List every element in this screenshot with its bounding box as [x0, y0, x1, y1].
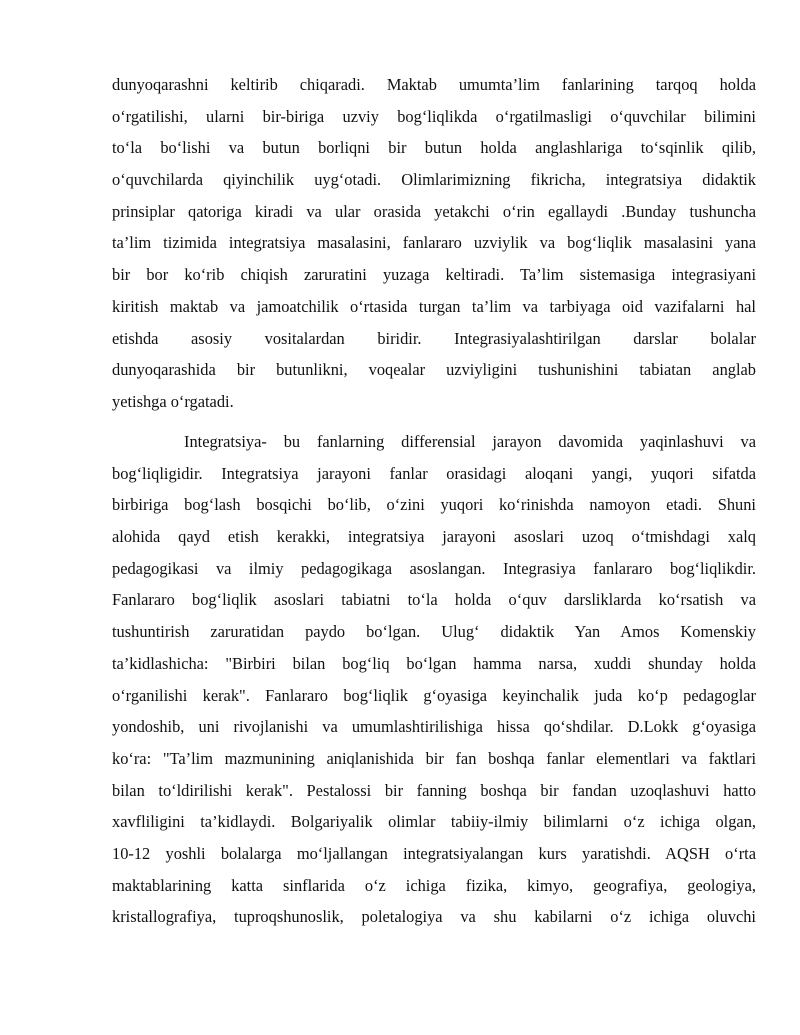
text-line: xavfliligini ta’kidlaydi. Bolgariyalik olimlar tabiiy-ilmiy bilimlarni o‘z ichiga olgan,: [112, 812, 756, 832]
text-line: alohida qayd etish kerakki, integratsiya jarayoni asoslari uzoq o‘tmishdagi xalq: [112, 527, 756, 547]
text-line: bir bor ko‘rib chiqish zaruratini yuzaga keltiradi. Ta’lim sistemasiga integrasiyani: [112, 265, 756, 285]
text-line: o‘quvchilarda qiyinchilik uyg‘otadi. Olimlarimizning fikricha, integratsiya didaktik: [112, 170, 756, 190]
paragraph-2: [112, 426, 756, 933]
text-line: ta’kidlashicha: "Birbiri bilan bog‘liq bo‘lgan hamma narsa, xuddi shunday holda: [112, 653, 756, 673]
text-line: bilan to‘ldirilishi kerak". Pestalossi bir fanning boshqa bir fandan uzoqlashuvi hatto: [112, 780, 756, 800]
text-line: Fanlararo bog‘liqlik asoslari tabiatni to‘la holda o‘quv darsliklarda ko‘rsatish va: [112, 590, 756, 610]
text-line: birbiriga bog‘lash bosqichi bo‘lib, o‘zini yuqori ko‘rinishda namoyon etadi. Shuni: [112, 495, 756, 515]
text-line: o‘rgatilishi, ularni bir-biriga uzviy bog‘liqlikda o‘rgatilmasligi o‘quvchilar bilimini: [112, 106, 756, 126]
text-line: 10-12 yoshli bolalarga mo‘ljallangan integratsiyalangan kurs yaratishdi. AQSH o‘rta: [112, 843, 756, 863]
text-line: o‘rganilishi kerak". Fanlararo bog‘liqlik g‘oyasiga keyinchalik juda ko‘p pedagoglar: [112, 685, 756, 705]
text-line: bog‘liqligidir. Integratsiya jarayoni fanlar orasidagi aloqani yangi, yuqori sifatda: [112, 463, 756, 483]
text-line: yondoshib, uni rivojlanishi va umumlashtirilishiga hissa qo‘shdilar. D.Lokk g‘oyasiga: [112, 717, 756, 737]
text-line: maktablarining katta sinflarida o‘z ichiga fizika, kimyo, geografiya, geologiya,: [112, 875, 756, 895]
text-line: tushuntirish zaruratidan paydo bo‘lgan. Ulug‘ didaktik Yan Amos Komenskiy: [112, 622, 756, 642]
text-line-indented: Integratsiya- bu fanlarning differensial jarayon davomida yaqinlashuvi va: [184, 432, 756, 451]
text-line: kristallografiya, tuproqshunoslik, poletalogiya va shu kabilarni o‘z ichiga oluvchi: [112, 907, 756, 927]
text-line: etishda asosiy vositalardan biridir. Integrasiyalashtirilgan darslar bolalar: [112, 328, 756, 348]
text-line: pedagogikasi va ilmiy pedagogikaga asoslangan. Integrasiya fanlararo bog‘liqlikdir.: [112, 558, 756, 578]
text-line: ta’lim tizimida integratsiya masalasini, fanlararo uzviylik va bog‘liqlik masalasini yana: [112, 233, 756, 253]
text-line: dunyoqarashida bir butunlikni, voqealar uzviyligini tushunishini tabiatan anglab: [112, 360, 756, 380]
text-line: to‘la bo‘lishi va butun borliqni bir butun holda anglashlariga to‘sqinlik qilib,: [112, 138, 756, 158]
text-line: prinsiplar qatoriga kiradi va ular orasida yetakchi o‘rin egallaydi .Bunday tushuncha: [112, 201, 756, 221]
text-line: ko‘ra: "Ta’lim mazmunining aniqlanishida bir fan boshqa fanlar elementlari va faktlari: [112, 748, 756, 768]
text-line: yetishga o‘rgatadi.: [112, 391, 234, 411]
paragraph-1: [112, 69, 756, 418]
text-line: kiritish maktab va jamoatchilik o‘rtasida turgan ta’lim va tarbiyaga oid vazifalarni hal: [112, 296, 756, 316]
text-line: dunyoqarashni keltirib chiqaradi. Maktab umumta’lim fanlarining tarqoq holda: [112, 75, 756, 94]
